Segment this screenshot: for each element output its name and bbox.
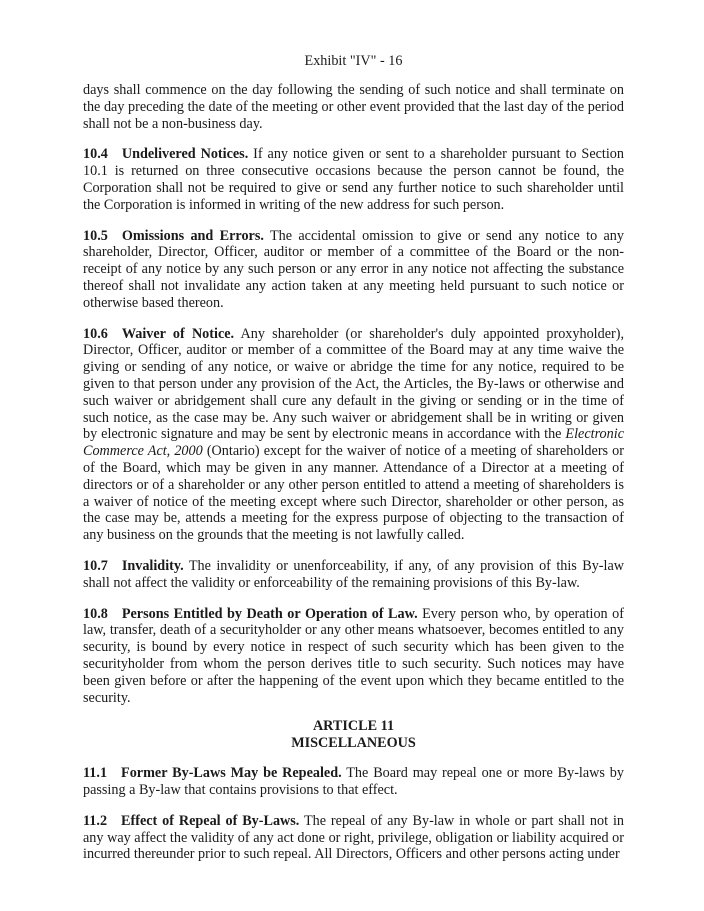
section-text-a: Any shareholder (or shareholder's duly appointed proxyholder), Director, Officer, auditor or member of a committee of the Board may at any time waive the giving or sending of any notice, or waive or abridge the time for any notice, required to be given to that person under any provision of the Act, the Articles, the By-laws or otherwise and such waiver or abridgement shall cure any default in the giving or sending or in the time of such notice, as the case may be. Any such waiver or abridgement shall be in writing or given by electronic signature and may be sent by electronic means in accordance with the bbox=[83, 325, 624, 443]
section-number: 10.6 bbox=[83, 325, 108, 342]
section-number: 11.1 bbox=[83, 765, 108, 782]
section-title: Former By-Laws May be Repealed. bbox=[121, 765, 342, 782]
section-number: 11.2 bbox=[83, 812, 108, 829]
section-title: Effect of Repeal of By-Laws. bbox=[121, 812, 300, 829]
section-10-6 bbox=[83, 326, 624, 544]
section-number: 10.7 bbox=[83, 557, 108, 574]
section-title: Omissions and Errors. bbox=[121, 227, 264, 244]
act-citation: Electronic Commerce Act, 2000 bbox=[83, 426, 624, 460]
section-number: 10.5 bbox=[83, 227, 108, 244]
section-number: 10.4 bbox=[83, 146, 108, 163]
section-11-1 bbox=[83, 765, 624, 799]
section-10-8 bbox=[83, 606, 624, 707]
section-title: Persons Entitled by Death or Operation of Law. bbox=[121, 605, 418, 622]
section-10-7 bbox=[83, 558, 624, 592]
section-10-4 bbox=[83, 146, 624, 213]
section-title: Undelivered Notices. bbox=[121, 146, 249, 163]
section-11-2 bbox=[83, 813, 624, 863]
article-number: ARTICLE 11 bbox=[312, 718, 395, 735]
section-text: Every person who, by operation of law, transfer, death of a securityholder or any other means whatsoever, becomes entitled to any security, is bound by every notice in respect of such security which has been given to the securityholder from whom the person derives title to such security. Such notices may have been given before or after the happening of the event upon which they became entitled to the security. bbox=[83, 605, 624, 706]
article-title: MISCELLANEOUS bbox=[291, 735, 416, 752]
section-title: Invalidity. bbox=[121, 557, 184, 574]
section-text: The accidental omission to give or send any notice to any shareholder, Director, Officer, auditor or member of a committee of the Board or the non-receipt of any notice by any such person or any error in any notice not affecting the substance thereof shall not invalidate any action taken at any meeting held pursuant to such notice or otherwise based thereon. bbox=[83, 227, 624, 311]
section-text-b: (Ontario) except for the waiver of notice of a meeting of shareholders or of the Board, which may be given in any manner. Attendance of a Director at a meeting of directors or of a shareholder or any other person entitled to attend a meeting of shareholders is a waiver of notice of the meeting except where such Director, shareholder or other person, as the case may be, attends a meeting for the express purpose of objecting to the transaction of any business on the grounds that the meeting is not lawfully called. bbox=[83, 443, 624, 544]
document-page bbox=[83, 52, 624, 877]
section-text: The repeal of any By-law in whole or part shall not in any way affect the validity of any act done or right, privilege, obligation or liability acquired or incurred thereunder prior to such repeal. All Directors, Officers and other persons acting under bbox=[83, 812, 624, 863]
section-10-5 bbox=[83, 228, 624, 312]
section-title: Waiver of Notice. bbox=[121, 325, 235, 342]
section-text: The invalidity or unenforceability, if any, of any provision of this By-law shall not affect the validity or enforceability of the remaining provisions of this By-law. bbox=[83, 557, 624, 591]
section-number: 10.8 bbox=[83, 605, 108, 622]
section-text: If any notice given or sent to a shareholder pursuant to Section 10.1 is returned on three consecutive occasions because the person cannot be found, the Corporation shall not be required to give or send any further notice to such shareholder until the Corporation is informed in writing of the new address for such person. bbox=[83, 146, 624, 213]
page-header: Exhibit "IV" - 16 bbox=[304, 53, 403, 69]
article-heading bbox=[83, 718, 624, 752]
opening-paragraph: days shall commence on the day following the sending of such notice and shall terminate on the day preceding the date of the meeting or other event provided that the last day of the period shall not be a non-business day. bbox=[83, 82, 624, 132]
section-text: The Board may repeal one or more By-laws by passing a By-law that contains provisions to that effect. bbox=[83, 765, 624, 799]
